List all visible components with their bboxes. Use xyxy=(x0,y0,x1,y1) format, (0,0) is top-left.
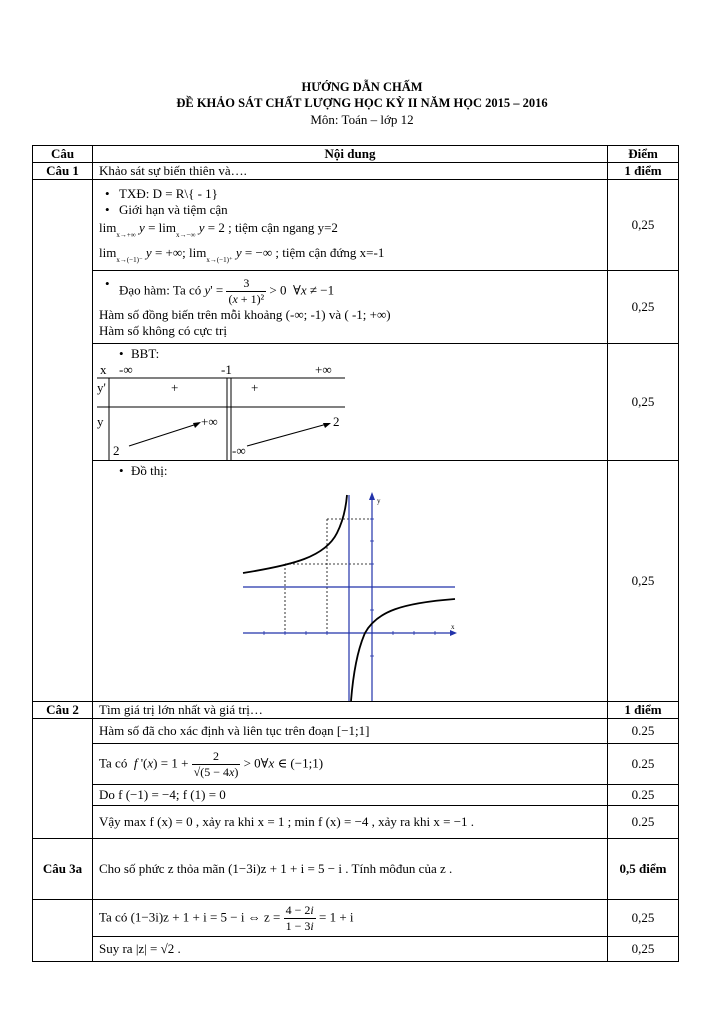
bbt-label: BBT: xyxy=(131,346,160,361)
grading-table xyxy=(32,145,679,962)
limit-line-2: $\lim_{x\to(-1)^-} y$ = +∞; $\lim_{x\to(-1)^+} y$ = −∞ ; tiệm cận đứng x=-1 xyxy=(99,245,385,264)
gioihan-line: • Giới hạn và tiệm cận xyxy=(99,202,601,218)
cau1-title: Khảo sát sự biến thiên và…. xyxy=(93,163,608,180)
bbt-two-left: 2 xyxy=(113,443,120,458)
bbt-minf-y: -∞ xyxy=(232,443,246,458)
dothi-label: Đồ thị: xyxy=(131,463,168,478)
bbt-m1: -1 xyxy=(221,362,232,377)
cuctri-line: Hàm số không có cực trị xyxy=(99,322,227,338)
cau2-score-1: 0.25 xyxy=(608,719,679,744)
dongbien-line: Hàm số đồng biến trên mỗi khoảng (-∞; -1) và ( -1; +∞) xyxy=(99,306,391,322)
cau2-score-2: 0.25 xyxy=(608,744,679,785)
cau1-score-2: 0,25 xyxy=(608,271,679,344)
cau1-label: Câu 1 xyxy=(33,163,93,180)
cau3a-title: Cho số phức z thỏa mãn (1−3i)z + 1 + i = 5 − i . Tính môđun của z . xyxy=(93,839,608,900)
txd-line: • TXĐ: D = R\{ - 1} xyxy=(99,186,601,202)
graph-ylabel: y xyxy=(377,497,381,505)
bbt-y: y xyxy=(97,414,104,429)
cau1-block4 xyxy=(93,461,608,702)
bbt-plus-1: + xyxy=(171,380,179,395)
cau3a-label: Câu 3a xyxy=(33,839,93,900)
cau2-title: Tìm giá trị lớn nhất và giá trị… xyxy=(93,702,608,719)
col-header-noidung: Nội dung xyxy=(93,146,608,163)
tc-dung: ; tiệm cận đứng x=-1 xyxy=(275,245,385,260)
cau1-score-1: 0,25 xyxy=(608,180,679,271)
cau1-points: 1 điểm xyxy=(608,163,679,180)
col-header-cau: Câu xyxy=(33,146,93,163)
cau3a-r2: Suy ra |z| = √2 . xyxy=(93,937,608,962)
cau3a-blank xyxy=(33,900,93,962)
cau1-block3 xyxy=(93,344,608,461)
cau2-points: 1 điểm xyxy=(608,702,679,719)
cau1-score-4: 0,25 xyxy=(608,461,679,702)
function-graph xyxy=(93,461,613,701)
bbt-two-right: 2 xyxy=(333,414,340,429)
cau3a-score-1: 0,25 xyxy=(608,900,679,937)
bbt-table xyxy=(93,344,613,460)
svg-text:•: • xyxy=(119,463,124,478)
cau1-score-3: 0,25 xyxy=(608,344,679,461)
cau2-score-3: 0.25 xyxy=(608,785,679,806)
cau3a-points: 0,5 điểm xyxy=(608,839,679,900)
cau3a-r1: Ta có (1−3i)z + 1 + i = 5 − i ⇔ z = $\frac{4 - 2i}{1 - 3i}$ = 1 + i xyxy=(93,900,608,937)
cau1-blank xyxy=(33,180,93,702)
cau2-r2-prefix: Ta có xyxy=(99,754,128,770)
doc-subject: Môn: Toán – lớp 12 xyxy=(310,112,414,127)
cau2-r1: Hàm số đã cho xác định và liên tục trên đoạn [−1;1] xyxy=(93,719,608,744)
cau2-label: Câu 2 xyxy=(33,702,93,719)
cau3a-r1-prefix: Ta có (1−3i)z + 1 + i = 5 − i ⇔ z = xyxy=(99,908,281,924)
cau3a-score-2: 0,25 xyxy=(608,937,679,962)
bbt-x: x xyxy=(100,362,107,377)
cau3a-r1-suffix: = 1 + i xyxy=(318,908,354,924)
cau2-score-4: 0.25 xyxy=(608,806,679,839)
cau2-r3: Do f (−1) = −4; f (1) = 0 xyxy=(93,785,608,806)
doc-title: HƯỚNG DẪN CHẤM xyxy=(301,80,423,94)
bbt-pinf: +∞ xyxy=(315,362,332,377)
cau2-r2: Ta có f '(x) = 1 + $\frac{2}{√(5 - 4x)}$ > 0∀x ∈ (−1;1) xyxy=(93,744,608,785)
cau2-blank xyxy=(33,719,93,839)
limit-line-1: $\lim_{x\to+\infty} y = \lim_{x\to-\infty} y = 2$ ; tiệm cận ngang y=2 xyxy=(99,220,338,239)
daoham-prefix: Đạo hàm: Ta có xyxy=(119,281,202,297)
cau1-block2 xyxy=(93,271,608,344)
graph-xlabel: x xyxy=(451,623,455,631)
bbt-yp: y' xyxy=(97,380,106,395)
doc-subtitle: ĐỀ KHẢO SÁT CHẤT LƯỢNG HỌC KỲ II NĂM HỌC 2015 – 2016 xyxy=(176,96,548,110)
svg-text:•: • xyxy=(119,346,124,361)
bbt-plus-2: + xyxy=(251,380,259,395)
daoham-line: • Đạo hàm: Ta có y' = $\frac{3}{\text{(x + 1)²}}$ > 0 ∀x ≠ −1 xyxy=(99,276,601,307)
cau1-block1 xyxy=(93,180,608,271)
bbt-minf: -∞ xyxy=(119,362,133,377)
col-header-diem: Điểm xyxy=(608,146,679,163)
cau2-r4: Vậy max f (x) = 0 , xảy ra khi x = 1 ; min f (x) = −4 , xảy ra khi x = −1 . xyxy=(93,806,608,839)
tc-ngang: ; tiệm cận ngang y=2 xyxy=(228,220,338,235)
bbt-pinf-y: +∞ xyxy=(201,414,218,429)
